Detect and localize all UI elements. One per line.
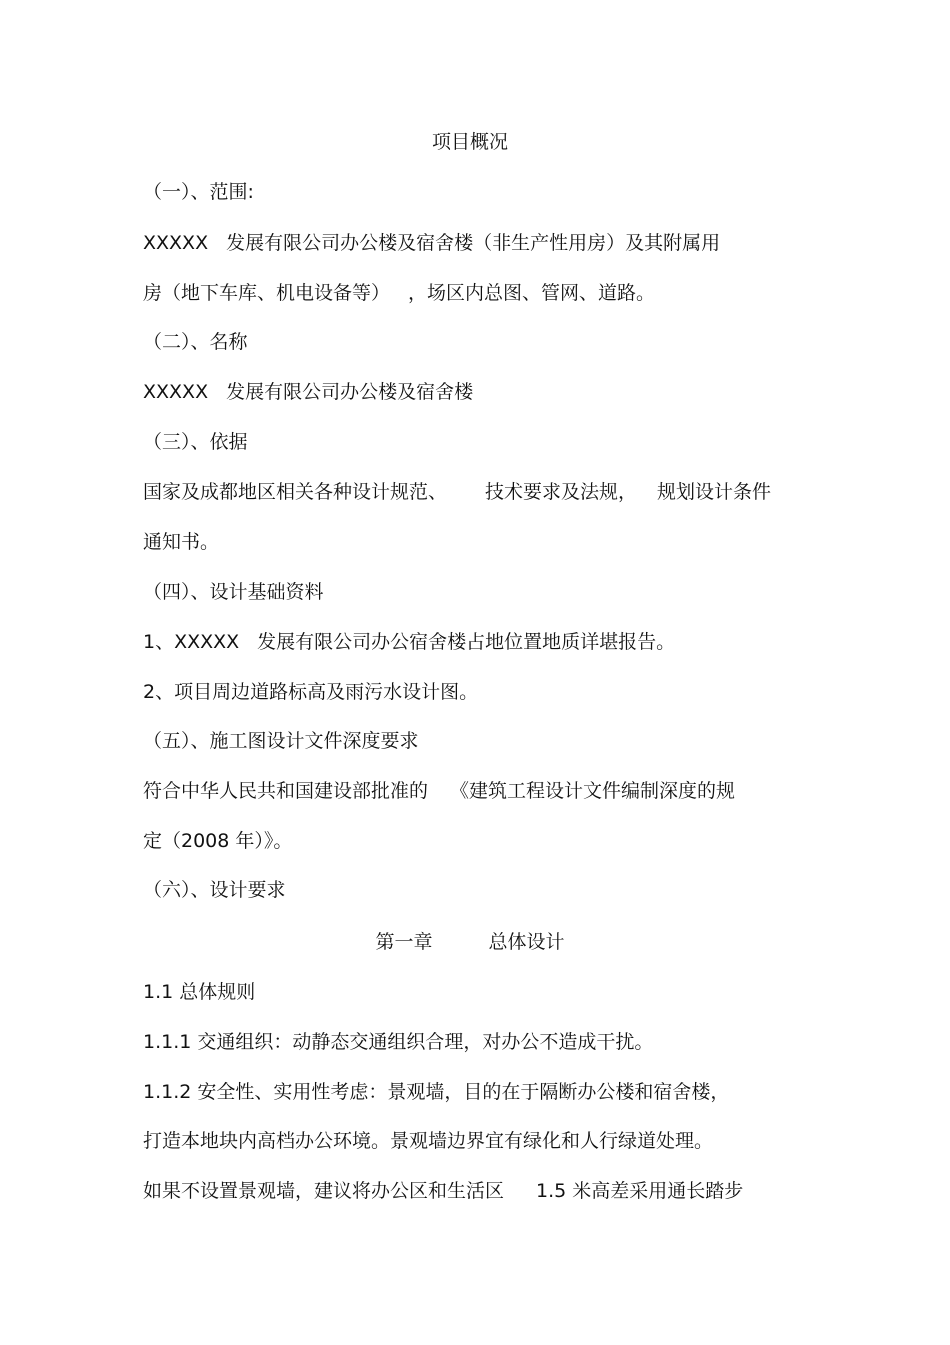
- depth-paragraph-line-1: [143, 778, 735, 804]
- scope-text-2b: ，场区内总图、管网、道路。: [408, 282, 656, 304]
- basis-paragraph-line-2: 通知书。: [143, 531, 220, 553]
- basis-text-1a: 国家及成都地区相关各种设计规范、: [143, 481, 448, 503]
- clause-1-1-2-line-3: [143, 1178, 743, 1204]
- scope-text-1: 发展有限公司办公楼及宿舍楼（非生产性用房）及其附属用: [226, 232, 721, 254]
- subsection-1-1: 1.1 总体规则: [143, 981, 256, 1003]
- depth-paragraph-line-2: 定（2008 年）》。: [143, 830, 293, 852]
- chapter-number: 第一章: [375, 931, 433, 953]
- depth-text-1a: 符合中华人民共和国建设部批准的: [143, 780, 429, 802]
- clause-1-1-2-line-1: 1.1.2 安全性、实用性考虑：景观墙，目的在于隔断办公楼和宿舍楼，: [143, 1081, 730, 1103]
- clause-1-1-2-line-2: 打造本地块内高档办公环境。景观墙边界宜有绿化和人行绿道处理。: [143, 1130, 714, 1152]
- clause-1-1-1: 1.1.1 交通组织：动静态交通组织合理，对办公不造成干扰。: [143, 1031, 654, 1053]
- section-heading-basic-data: （四）、设计基础资料: [143, 581, 324, 603]
- basic-data-item-1-code: 1、XXXXX: [143, 631, 240, 653]
- section-heading-scope: （一）、范围:: [143, 181, 254, 203]
- basis-text-1b: 技术要求及法规，: [485, 481, 638, 503]
- name-paragraph: [143, 379, 473, 405]
- section-heading-requirements: （六）、设计要求: [143, 879, 286, 901]
- section-heading-name: （二）、名称: [143, 331, 248, 353]
- basic-data-item-2: 2、项目周边道路标高及雨污水设计图。: [143, 681, 479, 703]
- scope-company-code: XXXXX: [143, 232, 209, 254]
- name-company-code: XXXXX: [143, 381, 209, 403]
- basic-data-item-1-text: 发展有限公司办公宿舍楼占地位置地质详堪报告。: [257, 631, 676, 653]
- scope-text-2a: 房（地下车库、机电设备等）: [143, 282, 391, 304]
- scope-paragraph-line-1: [143, 230, 720, 256]
- name-text: 发展有限公司办公楼及宿舍楼: [226, 381, 474, 403]
- section-heading-depth: （五）、施工图设计文件深度要求: [143, 730, 419, 752]
- basis-paragraph-line-1: [143, 479, 771, 505]
- basis-text-1c: 规划设计条件: [657, 481, 772, 503]
- scope-paragraph-line-2: [143, 280, 655, 306]
- page-title: 项目概况: [431, 131, 508, 153]
- clause-1-1-2-text-3b: 1.5 米高差采用通长踏步: [536, 1180, 744, 1202]
- section-heading-basis: （三）、依据: [143, 431, 248, 453]
- chapter-heading: [0, 929, 940, 955]
- chapter-title: 总体设计: [488, 931, 565, 953]
- depth-text-1b: 《建筑工程设计文件编制深度的规: [450, 780, 736, 802]
- clause-1-1-2-text-3a: 如果不设置景观墙，建议将办公区和生活区: [143, 1180, 505, 1202]
- basic-data-item-1: [143, 629, 675, 655]
